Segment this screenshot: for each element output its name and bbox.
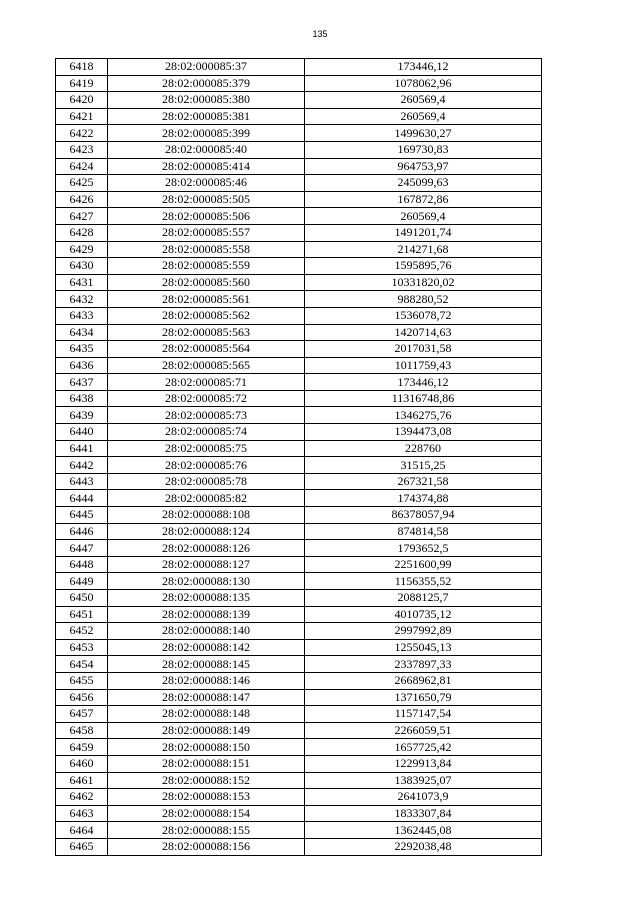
table-row bbox=[56, 706, 542, 723]
cadastral-value-cell: 169730,83 bbox=[305, 141, 542, 158]
cadastral-number-cell: 28:02:000085:564 bbox=[108, 341, 305, 358]
cadastral-value-cell: 1371650,79 bbox=[305, 689, 542, 706]
table-row bbox=[56, 838, 542, 855]
cadastral-number-cell: 28:02:000085:76 bbox=[108, 457, 305, 474]
table-row bbox=[56, 606, 542, 623]
row-number-cell: 6454 bbox=[56, 656, 108, 673]
cadastral-number-cell: 28:02:000088:145 bbox=[108, 656, 305, 673]
row-number-cell: 6464 bbox=[56, 822, 108, 839]
cadastral-value-cell: 1229913,84 bbox=[305, 755, 542, 772]
cadastral-value-cell: 260569,4 bbox=[305, 92, 542, 109]
table-row bbox=[56, 59, 542, 76]
table-row bbox=[56, 324, 542, 341]
table-row bbox=[56, 241, 542, 258]
cadastral-value-cell: 1156355,52 bbox=[305, 573, 542, 590]
table-row bbox=[56, 258, 542, 275]
table-body bbox=[56, 59, 542, 856]
cadastral-value-cell: 2997992,89 bbox=[305, 623, 542, 640]
row-number-cell: 6460 bbox=[56, 755, 108, 772]
row-number-cell: 6459 bbox=[56, 739, 108, 756]
row-number-cell: 6465 bbox=[56, 838, 108, 855]
cadastral-value-table bbox=[55, 58, 542, 856]
cadastral-value-cell: 1833307,84 bbox=[305, 805, 542, 822]
table-row bbox=[56, 789, 542, 806]
row-number-cell: 6429 bbox=[56, 241, 108, 258]
table-row bbox=[56, 125, 542, 142]
row-number-cell: 6446 bbox=[56, 523, 108, 540]
row-number-cell: 6432 bbox=[56, 291, 108, 308]
cadastral-value-cell: 10331820,02 bbox=[305, 274, 542, 291]
cadastral-number-cell: 28:02:000088:149 bbox=[108, 722, 305, 739]
cadastral-number-cell: 28:02:000085:72 bbox=[108, 390, 305, 407]
table-row bbox=[56, 490, 542, 507]
cadastral-value-cell: 1491201,74 bbox=[305, 224, 542, 241]
cadastral-number-cell: 28:02:000088:153 bbox=[108, 789, 305, 806]
cadastral-number-cell: 28:02:000085:559 bbox=[108, 258, 305, 275]
table-row bbox=[56, 407, 542, 424]
row-number-cell: 6445 bbox=[56, 507, 108, 524]
table-row bbox=[56, 805, 542, 822]
row-number-cell: 6422 bbox=[56, 125, 108, 142]
cadastral-value-cell: 1346275,76 bbox=[305, 407, 542, 424]
row-number-cell: 6426 bbox=[56, 191, 108, 208]
cadastral-number-cell: 28:02:000085:565 bbox=[108, 357, 305, 374]
cadastral-value-cell: 988280,52 bbox=[305, 291, 542, 308]
row-number-cell: 6448 bbox=[56, 556, 108, 573]
row-number-cell: 6458 bbox=[56, 722, 108, 739]
row-number-cell: 6462 bbox=[56, 789, 108, 806]
table-row bbox=[56, 158, 542, 175]
cadastral-value-cell: 167872,86 bbox=[305, 191, 542, 208]
cadastral-value-cell: 260569,4 bbox=[305, 108, 542, 125]
table-row bbox=[56, 224, 542, 241]
table-row bbox=[56, 274, 542, 291]
cadastral-number-cell: 28:02:000088:139 bbox=[108, 606, 305, 623]
row-number-cell: 6447 bbox=[56, 540, 108, 557]
table-row bbox=[56, 374, 542, 391]
cadastral-number-cell: 28:02:000085:74 bbox=[108, 424, 305, 441]
cadastral-value-cell: 173446,12 bbox=[305, 59, 542, 76]
cadastral-number-cell: 28:02:000085:558 bbox=[108, 241, 305, 258]
cadastral-number-cell: 28:02:000085:399 bbox=[108, 125, 305, 142]
cadastral-value-cell: 2017031,58 bbox=[305, 341, 542, 358]
row-number-cell: 6419 bbox=[56, 75, 108, 92]
table-row bbox=[56, 822, 542, 839]
row-number-cell: 6433 bbox=[56, 307, 108, 324]
table-row bbox=[56, 722, 542, 739]
cadastral-value-cell: 31515,25 bbox=[305, 457, 542, 474]
cadastral-number-cell: 28:02:000085:46 bbox=[108, 175, 305, 192]
cadastral-number-cell: 28:02:000088:155 bbox=[108, 822, 305, 839]
table-row bbox=[56, 556, 542, 573]
row-number-cell: 6437 bbox=[56, 374, 108, 391]
cadastral-number-cell: 28:02:000088:146 bbox=[108, 672, 305, 689]
table-row bbox=[56, 191, 542, 208]
row-number-cell: 6428 bbox=[56, 224, 108, 241]
cadastral-value-cell: 2251600,99 bbox=[305, 556, 542, 573]
cadastral-number-cell: 28:02:000088:127 bbox=[108, 556, 305, 573]
row-number-cell: 6456 bbox=[56, 689, 108, 706]
row-number-cell: 6443 bbox=[56, 473, 108, 490]
cadastral-number-cell: 28:02:000085:557 bbox=[108, 224, 305, 241]
cadastral-number-cell: 28:02:000085:563 bbox=[108, 324, 305, 341]
table-row bbox=[56, 540, 542, 557]
cadastral-value-cell: 86378057,94 bbox=[305, 507, 542, 524]
cadastral-number-cell: 28:02:000085:40 bbox=[108, 141, 305, 158]
row-number-cell: 6434 bbox=[56, 324, 108, 341]
row-number-cell: 6461 bbox=[56, 772, 108, 789]
table-row bbox=[56, 523, 542, 540]
cadastral-value-cell: 245099,63 bbox=[305, 175, 542, 192]
cadastral-number-cell: 28:02:000088:152 bbox=[108, 772, 305, 789]
row-number-cell: 6431 bbox=[56, 274, 108, 291]
table-row bbox=[56, 357, 542, 374]
cadastral-value-cell: 2337897,33 bbox=[305, 656, 542, 673]
table-row bbox=[56, 473, 542, 490]
row-number-cell: 6450 bbox=[56, 590, 108, 607]
row-number-cell: 6424 bbox=[56, 158, 108, 175]
row-number-cell: 6439 bbox=[56, 407, 108, 424]
table-row bbox=[56, 507, 542, 524]
cadastral-number-cell: 28:02:000085:37 bbox=[108, 59, 305, 76]
table-row bbox=[56, 772, 542, 789]
table-row bbox=[56, 341, 542, 358]
cadastral-value-cell: 1078062,96 bbox=[305, 75, 542, 92]
row-number-cell: 6421 bbox=[56, 108, 108, 125]
cadastral-value-cell: 2641073,9 bbox=[305, 789, 542, 806]
table-row bbox=[56, 623, 542, 640]
cadastral-number-cell: 28:02:000088:156 bbox=[108, 838, 305, 855]
cadastral-number-cell: 28:02:000085:562 bbox=[108, 307, 305, 324]
row-number-cell: 6420 bbox=[56, 92, 108, 109]
cadastral-value-cell: 267321,58 bbox=[305, 473, 542, 490]
table-row bbox=[56, 75, 542, 92]
table-row bbox=[56, 175, 542, 192]
table-row bbox=[56, 457, 542, 474]
cadastral-value-cell: 260569,4 bbox=[305, 208, 542, 225]
cadastral-number-cell: 28:02:000085:560 bbox=[108, 274, 305, 291]
table-row bbox=[56, 208, 542, 225]
cadastral-value-cell: 1536078,72 bbox=[305, 307, 542, 324]
row-number-cell: 6441 bbox=[56, 440, 108, 457]
row-number-cell: 6440 bbox=[56, 424, 108, 441]
cadastral-value-cell: 1499630,27 bbox=[305, 125, 542, 142]
row-number-cell: 6451 bbox=[56, 606, 108, 623]
page-number: 135 bbox=[312, 29, 328, 39]
cadastral-number-cell: 28:02:000085:506 bbox=[108, 208, 305, 225]
cadastral-value-cell: 1362445,08 bbox=[305, 822, 542, 839]
cadastral-number-cell: 28:02:000085:78 bbox=[108, 473, 305, 490]
cadastral-number-cell: 28:02:000085:414 bbox=[108, 158, 305, 175]
row-number-cell: 6442 bbox=[56, 457, 108, 474]
table-row bbox=[56, 689, 542, 706]
row-number-cell: 6455 bbox=[56, 672, 108, 689]
table-row bbox=[56, 291, 542, 308]
cadastral-value-cell: 214271,68 bbox=[305, 241, 542, 258]
cadastral-number-cell: 28:02:000088:142 bbox=[108, 639, 305, 656]
cadastral-number-cell: 28:02:000085:561 bbox=[108, 291, 305, 308]
table-row bbox=[56, 307, 542, 324]
row-number-cell: 6444 bbox=[56, 490, 108, 507]
cadastral-value-cell: 2266059,51 bbox=[305, 722, 542, 739]
table-row bbox=[56, 390, 542, 407]
cadastral-number-cell: 28:02:000085:71 bbox=[108, 374, 305, 391]
row-number-cell: 6453 bbox=[56, 639, 108, 656]
cadastral-number-cell: 28:02:000085:381 bbox=[108, 108, 305, 125]
row-number-cell: 6457 bbox=[56, 706, 108, 723]
cadastral-value-cell: 1420714,63 bbox=[305, 324, 542, 341]
row-number-cell: 6427 bbox=[56, 208, 108, 225]
row-number-cell: 6452 bbox=[56, 623, 108, 640]
cadastral-number-cell: 28:02:000088:108 bbox=[108, 507, 305, 524]
cadastral-value-cell: 2668962,81 bbox=[305, 672, 542, 689]
cadastral-number-cell: 28:02:000088:150 bbox=[108, 739, 305, 756]
cadastral-number-cell: 28:02:000085:505 bbox=[108, 191, 305, 208]
row-number-cell: 6418 bbox=[56, 59, 108, 76]
cadastral-number-cell: 28:02:000088:148 bbox=[108, 706, 305, 723]
table-row bbox=[56, 92, 542, 109]
cadastral-number-cell: 28:02:000085:379 bbox=[108, 75, 305, 92]
table-row bbox=[56, 141, 542, 158]
cadastral-number-cell: 28:02:000088:147 bbox=[108, 689, 305, 706]
cadastral-value-cell: 1657725,42 bbox=[305, 739, 542, 756]
cadastral-value-cell: 2292038,48 bbox=[305, 838, 542, 855]
row-number-cell: 6423 bbox=[56, 141, 108, 158]
cadastral-value-cell: 4010735,12 bbox=[305, 606, 542, 623]
cadastral-number-cell: 28:02:000085:380 bbox=[108, 92, 305, 109]
row-number-cell: 6436 bbox=[56, 357, 108, 374]
cadastral-number-cell: 28:02:000085:75 bbox=[108, 440, 305, 457]
row-number-cell: 6430 bbox=[56, 258, 108, 275]
cadastral-number-cell: 28:02:000088:140 bbox=[108, 623, 305, 640]
cadastral-value-cell: 1255045,13 bbox=[305, 639, 542, 656]
cadastral-value-cell: 173446,12 bbox=[305, 374, 542, 391]
cadastral-value-cell: 1157147,54 bbox=[305, 706, 542, 723]
cadastral-number-cell: 28:02:000085:82 bbox=[108, 490, 305, 507]
row-number-cell: 6425 bbox=[56, 175, 108, 192]
table-row bbox=[56, 440, 542, 457]
table-row bbox=[56, 672, 542, 689]
row-number-cell: 6435 bbox=[56, 341, 108, 358]
cadastral-value-cell: 964753,97 bbox=[305, 158, 542, 175]
table-row bbox=[56, 573, 542, 590]
cadastral-value-cell: 874814,58 bbox=[305, 523, 542, 540]
cadastral-value-cell: 1011759,43 bbox=[305, 357, 542, 374]
cadastral-number-cell: 28:02:000088:124 bbox=[108, 523, 305, 540]
cadastral-value-cell: 228760 bbox=[305, 440, 542, 457]
table-row bbox=[56, 590, 542, 607]
table-row bbox=[56, 755, 542, 772]
row-number-cell: 6438 bbox=[56, 390, 108, 407]
cadastral-value-cell: 174374,88 bbox=[305, 490, 542, 507]
cadastral-number-cell: 28:02:000088:151 bbox=[108, 755, 305, 772]
cadastral-number-cell: 28:02:000088:126 bbox=[108, 540, 305, 557]
table-row bbox=[56, 739, 542, 756]
cadastral-number-cell: 28:02:000088:135 bbox=[108, 590, 305, 607]
row-number-cell: 6463 bbox=[56, 805, 108, 822]
cadastral-value-cell: 1793652,5 bbox=[305, 540, 542, 557]
row-number-cell: 6449 bbox=[56, 573, 108, 590]
table-row bbox=[56, 424, 542, 441]
cadastral-number-cell: 28:02:000088:130 bbox=[108, 573, 305, 590]
table-row bbox=[56, 639, 542, 656]
table-row bbox=[56, 108, 542, 125]
cadastral-number-cell: 28:02:000088:154 bbox=[108, 805, 305, 822]
cadastral-number-cell: 28:02:000085:73 bbox=[108, 407, 305, 424]
cadastral-value-cell: 2088125,7 bbox=[305, 590, 542, 607]
table-row bbox=[56, 656, 542, 673]
cadastral-value-cell: 1394473,08 bbox=[305, 424, 542, 441]
cadastral-value-cell: 1595895,76 bbox=[305, 258, 542, 275]
cadastral-value-cell: 11316748,86 bbox=[305, 390, 542, 407]
cadastral-value-cell: 1383925,07 bbox=[305, 772, 542, 789]
